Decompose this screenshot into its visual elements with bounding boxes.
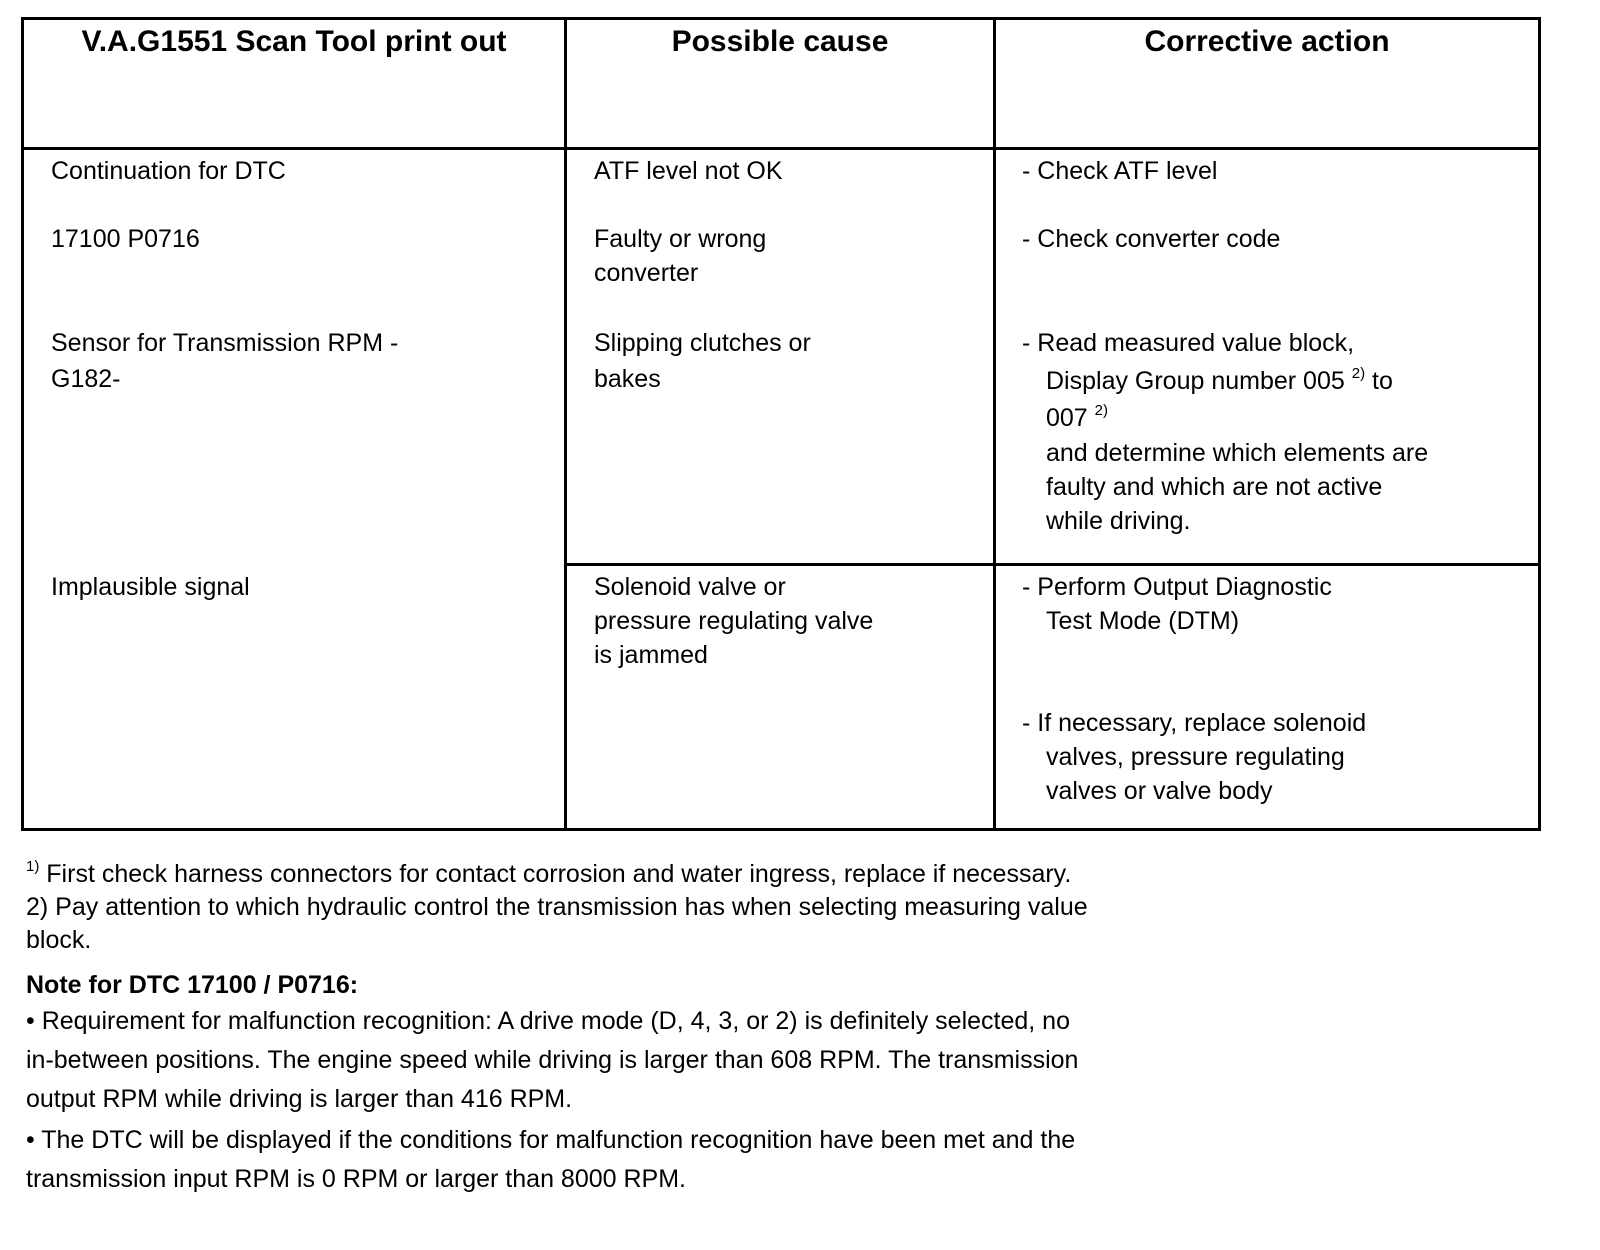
note-bullet-1c: output RPM while driving is larger than 416 RPM. [26,1085,573,1113]
action-group-007 [1022,400,1538,436]
sensor-name: Sensor for Transmission RPM - [51,329,399,357]
action-cell-1 [995,149,1540,565]
cause-clutches-a: Slipping clutches or [594,329,811,357]
table-row [23,149,1540,565]
header-corrective-action: Corrective action [995,19,1540,149]
footnote-ref-2: 2) [1351,364,1366,382]
action-display-group [1022,362,1538,400]
signal-status: Implausible signal [51,573,250,601]
dtc-continuation: Continuation for DTC [51,157,286,185]
action-dtm-b-text: Test Mode (DTM) [1046,607,1240,635]
action-read-block: - Read measured value block, [1022,329,1355,357]
action-replace-b-text: valves, pressure regulating [1046,743,1345,771]
action-display-group-text: Display Group number 005 [1046,367,1345,395]
sensor-id: G182- [51,365,121,393]
cause-solenoid-c: is jammed [594,641,708,669]
cause-converter-a: Faulty or wrong [594,225,767,253]
note-bullet-2b: transmission input RPM is 0 RPM or larger than 8000 RPM. [26,1165,686,1193]
header-scan-tool: V.A.G1551 Scan Tool print out [23,19,566,149]
cause-clutches-b: bakes [594,365,661,393]
action-determine-text: and determine which elements are [1046,439,1429,467]
action-determine [1022,436,1538,470]
action-faulty [1022,470,1538,504]
header-row [23,19,1540,149]
cause-solenoid-b: pressure regulating valve [594,607,874,635]
cause-atf-level: ATF level not OK [594,157,783,185]
cause-cell-2 [566,565,995,830]
footnote-ref-2b: 2) [1094,401,1109,419]
note-bullet-1a: • Requirement for malfunction recognition: A drive mode (D, 4, 3, or 2) is definitely selected, no [26,1007,1070,1035]
note-bullet-2a: • The DTC will be displayed if the conditions for malfunction recognition have been met and the [26,1126,1076,1154]
action-replace-b [1022,740,1538,774]
diagnostic-table [21,17,1541,831]
action-replace-c-text: valves or valve body [1046,777,1273,805]
action-check-converter: - Check converter code [1022,225,1281,253]
action-dtm-b [1022,604,1538,638]
action-faulty-text: faulty and which are not active [1046,473,1383,501]
footnote-1 [26,858,1226,891]
action-driving-text: while driving. [1046,507,1191,535]
footnote-1-text: First check harness connectors for contact corrosion and water ingress, replace if necessary. [39,860,1072,888]
footnote-2a: 2) Pay attention to which hydraulic control the transmission has when selecting measuring value [26,893,1088,921]
note-bullet-1b: in-between positions. The engine speed while driving is larger than 608 RPM. The transmission [26,1046,1079,1074]
action-dtm-a: - Perform Output Diagnostic [1022,573,1332,601]
action-group-007-text: 007 [1046,404,1088,432]
action-display-group-to: to [1365,367,1393,395]
action-check-atf: - Check ATF level [1022,157,1218,185]
scan-tool-cell [23,149,566,830]
footnote-1-mark: 1) [26,857,40,875]
footnote-2b: block. [26,926,92,954]
header-possible-cause: Possible cause [566,19,995,149]
action-replace-c [1022,774,1538,808]
cause-converter-b: converter [594,259,699,287]
action-cell-2 [995,565,1540,830]
note-title: Note for DTC 17100 / P0716: [26,971,359,999]
cause-solenoid-a: Solenoid valve or [594,573,786,601]
action-replace-a: - If necessary, replace solenoid [1022,709,1367,737]
dtc-code: 17100 P0716 [51,225,200,253]
footnotes [26,858,1226,1199]
action-driving [1022,504,1538,538]
cause-cell-1 [566,149,995,565]
